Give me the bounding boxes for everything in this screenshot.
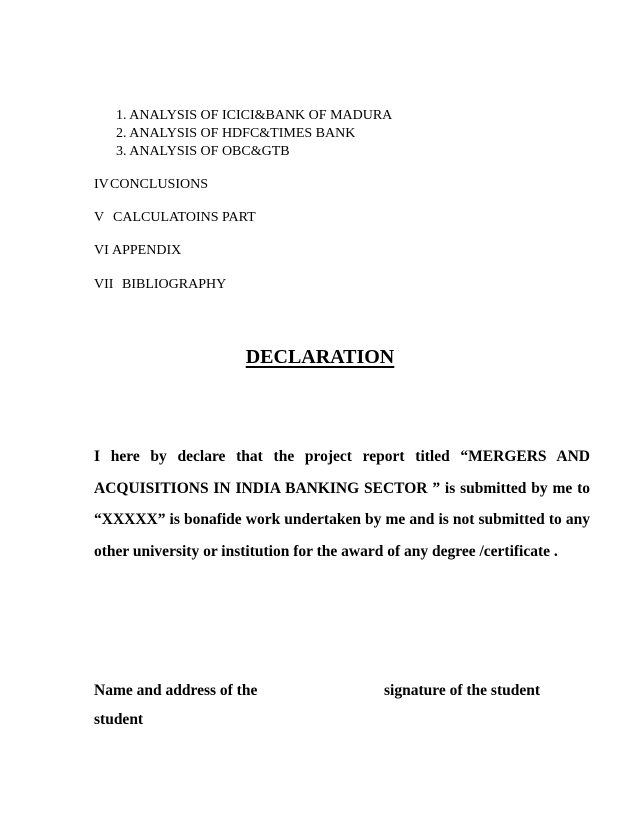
toc-section-title: BIBLIOGRAPHY bbox=[122, 277, 227, 292]
toc-section-title: CONCLUSIONS bbox=[110, 177, 209, 192]
toc-section-title: CALCULATOINS PART bbox=[113, 210, 256, 225]
declaration-title: DECLARATION bbox=[245, 346, 395, 368]
student-name-address-line1: Name and address of the bbox=[94, 682, 258, 699]
toc-subitem-2: 2. ANALYSIS OF HDFC&TIMES BANK bbox=[116, 126, 356, 141]
toc-section-title: APPENDIX bbox=[112, 243, 182, 258]
student-name-address-line2: student bbox=[94, 711, 144, 728]
toc-section-numeral: V bbox=[94, 210, 105, 225]
toc-section-numeral: VII bbox=[94, 277, 114, 292]
student-signature-label: signature of the student bbox=[384, 682, 541, 699]
toc-subitem-1: 1. ANALYSIS OF ICICI&BANK OF MADURA bbox=[116, 108, 393, 123]
student-name-address-label bbox=[94, 676, 354, 734]
toc-section-numeral: VI bbox=[94, 243, 109, 258]
toc-subitem-3: 3. ANALYSIS OF OBC&GTB bbox=[116, 144, 290, 159]
declaration-body: I here by declare that the project report titled “MERGERS AND ACQUISITIONS IN INDIA BANKING SECTOR ” is submitted by me to “XXXXX” is bonafide work undertaken by me and is not submitted to any other university or institution for the award of any degree /certificate . bbox=[94, 448, 590, 560]
toc-section-numeral: IV bbox=[94, 177, 109, 192]
